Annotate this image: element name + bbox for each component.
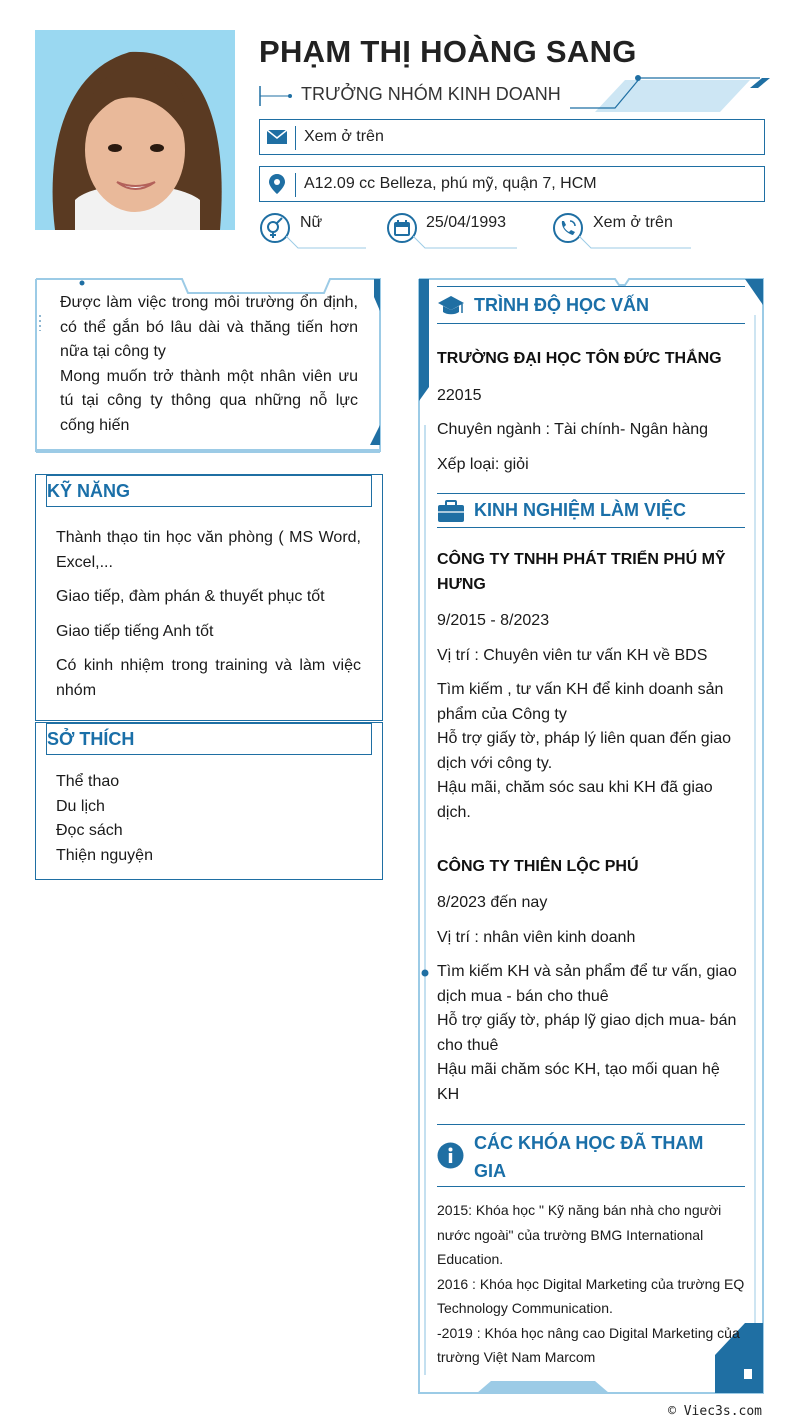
skills-heading: KỸ NĂNG [47, 481, 131, 501]
experience-heading: KINH NGHIỆM LÀM VIỆC [474, 500, 687, 520]
hobby-item: Thể thao [56, 773, 120, 790]
job-duty: Tìm kiếm , tư vấn KH để kinh doanh sản phẩm của Công ty [437, 681, 724, 723]
hobbies-list [56, 770, 356, 868]
footer-credit: © Viec3s.com [668, 1404, 762, 1419]
job-duty: Hậu mãi chăm sóc KH, tạo mối quan hệ KH [437, 1061, 720, 1103]
job-role: Vị trí : nhân viên kinh doanh [437, 928, 636, 946]
briefcase-icon [437, 499, 465, 523]
address-row [259, 166, 765, 202]
skill-item: Giao tiếp, đàm phán & thuyết phục tốt [56, 588, 325, 605]
graduation-cap-icon [437, 293, 465, 319]
job-duty: Hỗ trợ giấy tờ, pháp lỹ giao dịch mua- bán cho thuê [437, 1012, 737, 1054]
phone-underline [579, 236, 691, 250]
job-duty: Hậu mãi, chăm sóc sau khi KH đã giao dịch. [437, 779, 713, 821]
job-company: CÔNG TY THIÊN LỘC PHÚ [437, 858, 639, 875]
courses-heading-bar [437, 1124, 745, 1187]
education-grade: Xếp loại: giỏi [437, 456, 529, 473]
course-item: -2019 : Khóa học nâng cao Digital Marketing của trường Việt Nam Marcom [437, 1324, 740, 1365]
courses-list [437, 1198, 747, 1370]
hobbies-heading: SỞ THÍCH [47, 729, 135, 749]
job-company: CÔNG TY TNHH PHÁT TRIỂN PHÚ MỸ HƯNG [437, 551, 726, 593]
job-duty: Hỗ trợ giấy tờ, pháp lý liên quan đến giao dịch với công ty. [437, 730, 732, 772]
skill-item: Giao tiếp tiếng Anh tốt [56, 622, 214, 640]
education-heading-bar [437, 286, 745, 324]
profile-photo [35, 30, 235, 230]
course-item: 2016 : Khóa học Digital Marketing của trường EQ Technology Communication. [437, 1275, 745, 1316]
phone-value: Xem ở trên [593, 214, 673, 231]
education-major: Chuyên ngành : Tài chính- Ngân hàng [437, 421, 709, 438]
education-heading: TRÌNH ĐỘ HỌC VẤN [474, 295, 649, 315]
candidate-name: PHẠM THỊ HOÀNG SANG [259, 34, 637, 69]
course-item: 2015: Khóa học " Kỹ năng bán nhà cho người nước ngoài" của trường BMG International Education. [437, 1202, 722, 1267]
education-year: 22015 [437, 387, 482, 404]
birthday-value: 25/04/1993 [426, 214, 507, 231]
job-period: 8/2023 đến nay [437, 894, 548, 911]
hobbies-heading-box [46, 723, 372, 755]
info-icon [437, 1142, 464, 1169]
address-value: A12.09 cc Belleza, phú mỹ, quận 7, HCM [304, 175, 597, 192]
objective-line: Mong muốn trở thành một nhân viên ưu tú tại công ty thông qua những nỗ lực cống hiến [60, 367, 358, 434]
skill-item: Có kinh nhiệm trong training và làm việc nhóm [56, 657, 361, 699]
experience-heading-bar [437, 493, 745, 528]
skill-item: Thành thạo tin học văn phòng ( MS Word, Excel,... [56, 529, 361, 571]
job-period: 9/2015 - 8/2023 [437, 612, 550, 629]
location-pin-icon [266, 173, 288, 195]
job-duty: Tìm kiếm KH và sản phẩm để tư vấn, giao dịch mua - bán cho thuê [437, 963, 737, 1005]
objective-line: Được làm việc trong môi trường ổn định, có thể gắn bó lâu dài và thăng tiến hơn nữa tại công ty [60, 294, 358, 360]
skills-list [56, 526, 361, 703]
job-entry [437, 854, 745, 1107]
education-school: TRƯỜNG ĐẠI HỌC TÔN ĐỨC THẮNG [437, 350, 722, 367]
candidate-position: TRƯỞNG NHÓM KINH DOANH [301, 84, 561, 104]
job-entry [437, 547, 745, 825]
hobby-item: Du lịch [56, 797, 105, 815]
email-row [259, 119, 765, 155]
job-role: Vị trí : Chuyên viên tư vấn KH về BDS [437, 646, 708, 664]
hobby-item: Thiện nguyện [56, 846, 153, 864]
email-value: Xem ở trên [304, 128, 384, 145]
gender-value: Nữ [300, 214, 323, 231]
objective-text [60, 291, 358, 438]
header-circuit-decoration [540, 72, 770, 114]
gender-underline [286, 236, 366, 250]
skills-heading-box [46, 475, 372, 507]
hobby-item: Đọc sách [56, 822, 123, 839]
envelope-icon [266, 126, 288, 148]
courses-heading: CÁC KHÓA HỌC ĐÃ THAM GIA [474, 1133, 704, 1181]
title-line-decoration [259, 86, 295, 106]
birthday-underline [413, 236, 517, 250]
